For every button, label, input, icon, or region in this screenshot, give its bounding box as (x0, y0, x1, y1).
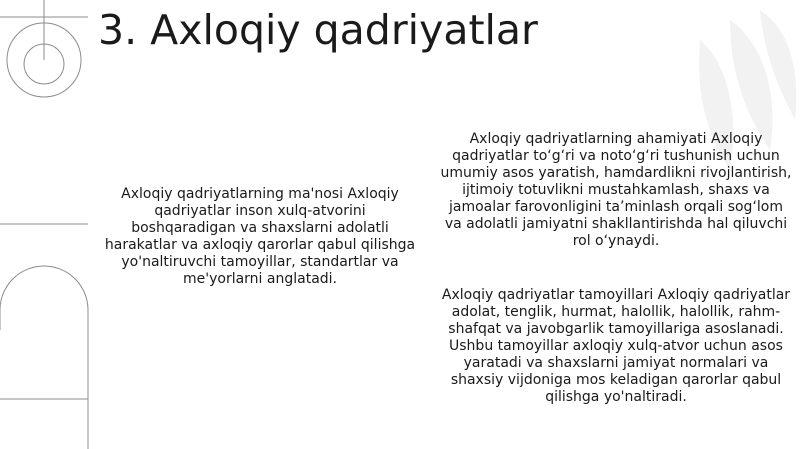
moral-values-importance-text: Axloqiy qadriyatlarning ahamiyati Axloqiy qadriyatlar to‘g‘ri va noto‘g‘ri tushunish uchun umumiy asos yaratish, hamdardlikni rivojlantirish, ijtimoiy totuvlikni mustahkamlash, shaxs va jamoalar farovonligini ta’minlash orqali sog‘lom va adolatli jamiyatni shakllantirishda hal qiluvchi rol o‘ynaydi. (440, 131, 792, 249)
moral-values-meaning-text: Axloqiy qadriyatlarning ma'nosi Axloqiy qadriyatlar inson xulq-atvorini boshqaradigan va shaxslarni adolatli harakatlar va axloqiy qarorlar qabul qilishga yo'naltiruvchi tamoyillar, standartlar va me'yorlarni anglatadi. (104, 186, 416, 287)
decorative-line-art (0, 0, 100, 449)
slide-title: 3. Axloqiy qadriyatlar (98, 6, 538, 54)
moral-values-principles-text: Axloqiy qadriyatlar tamoyillari Axloqiy qadriyatlar adolat, tenglik, hurmat, halollik, halollik, rahm-shafqat va javobgarlik tamoyillariga asoslanadi. Ushbu tamoyillar axloqiy xulq-atvor uchun asos yaratadi va shaxslarni jamiyat normalari va shaxsiy vijdoniga mos keladigan qarorlar qabul qilishga yo'naltiradi. (441, 287, 791, 405)
